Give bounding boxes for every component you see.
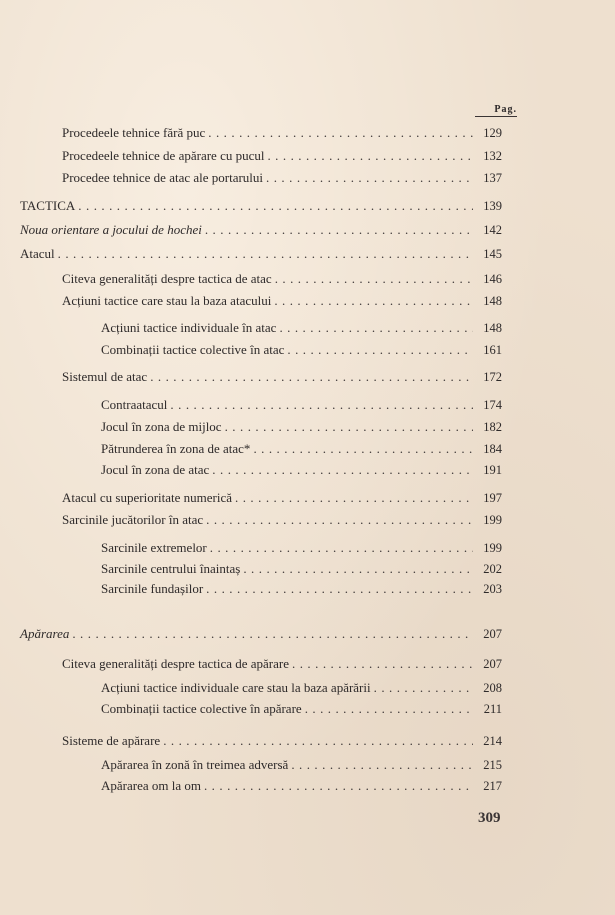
entry-title: Atacul [20, 246, 55, 261]
dot-leader [205, 222, 473, 238]
dot-leader [292, 656, 473, 672]
entry-page: 129 [483, 126, 502, 140]
dot-leader [253, 441, 473, 457]
entry-title: Jocul în zona de atac [101, 462, 210, 477]
toc-entry [62, 170, 502, 188]
entry-page: 199 [483, 541, 502, 555]
entry-page: 146 [483, 272, 502, 286]
toc-entry [62, 512, 502, 530]
entry-page: 148 [483, 321, 502, 335]
entry-page: 208 [483, 681, 502, 695]
toc-entry [101, 320, 502, 338]
entry-page: 137 [483, 171, 502, 185]
dot-leader [206, 581, 473, 597]
dot-leader [275, 271, 473, 287]
entry-page: 211 [483, 702, 502, 716]
entry-title: Procedeele tehnice fără puc [62, 125, 206, 140]
toc-entry [101, 701, 502, 719]
entry-page: 161 [483, 343, 502, 357]
entry-page: 142 [483, 223, 502, 237]
folio-page-number: 309 [478, 810, 501, 826]
toc-entry [101, 680, 502, 698]
entry-page: 182 [483, 420, 502, 434]
entry-page: 215 [483, 758, 502, 772]
dot-leader [206, 512, 473, 528]
dot-leader [374, 680, 473, 696]
entry-title: Sisteme de apărare [62, 733, 161, 748]
entry-title: TACTICA [20, 198, 76, 213]
dot-leader [163, 733, 473, 749]
dot-leader [291, 757, 473, 773]
toc-entry [101, 757, 502, 775]
toc-entry [62, 148, 502, 166]
toc-entry [62, 733, 502, 751]
entry-page: 207 [483, 657, 502, 671]
entry-page: 203 [483, 582, 502, 596]
toc-entry [101, 462, 502, 480]
entry-page: 191 [483, 463, 502, 477]
entry-page: 132 [483, 149, 502, 163]
dot-leader [225, 419, 473, 435]
entry-page: 214 [483, 734, 502, 748]
entry-title: Procedeele tehnice de apărare cu pucul [62, 148, 265, 163]
entry-title: Acțiuni tactice individuale care stau la baza apărării [101, 680, 371, 695]
dot-leader [212, 462, 473, 478]
toc-entry [20, 246, 502, 264]
entry-page: 139 [483, 199, 502, 213]
entry-title: Noua orientare a jocului de hochei [20, 222, 202, 237]
dot-leader [170, 397, 473, 413]
entry-title: Sistemul de atac [62, 369, 148, 384]
toc-entry [62, 656, 502, 674]
toc-entry [101, 561, 502, 579]
entry-title: Procedee tehnice de atac ale portarului [62, 170, 264, 185]
entry-title: Apărarea în zonă în treimea adversă [101, 757, 289, 772]
toc-entry [101, 441, 502, 459]
entry-title: Contraatacul [101, 397, 168, 412]
entry-page: 217 [483, 779, 502, 793]
toc-entry [20, 222, 502, 240]
toc-entry [101, 397, 502, 415]
dot-leader [78, 198, 473, 214]
page-column-header: Pag. [475, 104, 517, 117]
entry-title: Pătrunderea în zona de atac* [101, 441, 251, 456]
toc-entry [101, 342, 502, 360]
entry-title: Jocul în zona de mijloc [101, 419, 222, 434]
dot-leader [208, 125, 473, 141]
entry-title: Combinații tactice colective în apărare [101, 701, 302, 716]
entry-title: Combinații tactice colective în atac [101, 342, 285, 357]
entry-title: Acțiuni tactice care stau la baza atacului [62, 293, 272, 308]
dot-leader [210, 540, 473, 556]
entry-page: 148 [483, 294, 502, 308]
dot-leader [274, 293, 473, 309]
dot-leader [287, 342, 473, 358]
dot-leader [72, 626, 473, 642]
toc-entry [101, 778, 502, 796]
entry-title: Apărarea [20, 626, 70, 641]
entry-title: Citeva generalități despre tactica de apărare [62, 656, 290, 671]
dot-leader [150, 369, 473, 385]
toc-entry [62, 125, 502, 143]
entry-title: Sarcinile extremelor [101, 540, 207, 555]
entry-page: 145 [483, 247, 502, 261]
entry-title: Sarcinile fundașilor [101, 581, 204, 596]
entry-title: Apărarea om la om [101, 778, 201, 793]
dot-leader [204, 778, 473, 794]
entry-title: Citeva generalități despre tactica de atac [62, 271, 272, 286]
entry-title: Sarcinile centrului înaintaș [101, 561, 241, 576]
entry-title: Acțiuni tactice individuale în atac [101, 320, 277, 335]
entry-page: 172 [483, 370, 502, 384]
entry-page: 197 [483, 491, 502, 505]
dot-leader [305, 701, 473, 717]
dot-leader [243, 561, 473, 577]
entry-title: Sarcinile jucătorilor în atac [62, 512, 204, 527]
toc-entry [62, 271, 502, 289]
dot-leader [266, 170, 473, 186]
entry-page: 202 [483, 562, 502, 576]
entry-page: 174 [483, 398, 502, 412]
entry-title: Atacul cu superioritate numerică [62, 490, 233, 505]
entry-page: 207 [483, 627, 502, 641]
dot-leader [58, 246, 473, 262]
toc-entry [101, 419, 502, 437]
dot-leader [235, 490, 473, 506]
toc-entry [62, 369, 502, 387]
entry-page: 184 [483, 442, 502, 456]
dot-leader [267, 148, 473, 164]
toc-section-heading [20, 198, 502, 216]
toc-entry [62, 293, 502, 311]
dot-leader [279, 320, 473, 336]
entry-page: 199 [483, 513, 502, 527]
toc-entry [101, 581, 502, 599]
toc-entry [101, 540, 502, 558]
toc-entry [20, 626, 502, 644]
toc-entry [62, 490, 502, 508]
